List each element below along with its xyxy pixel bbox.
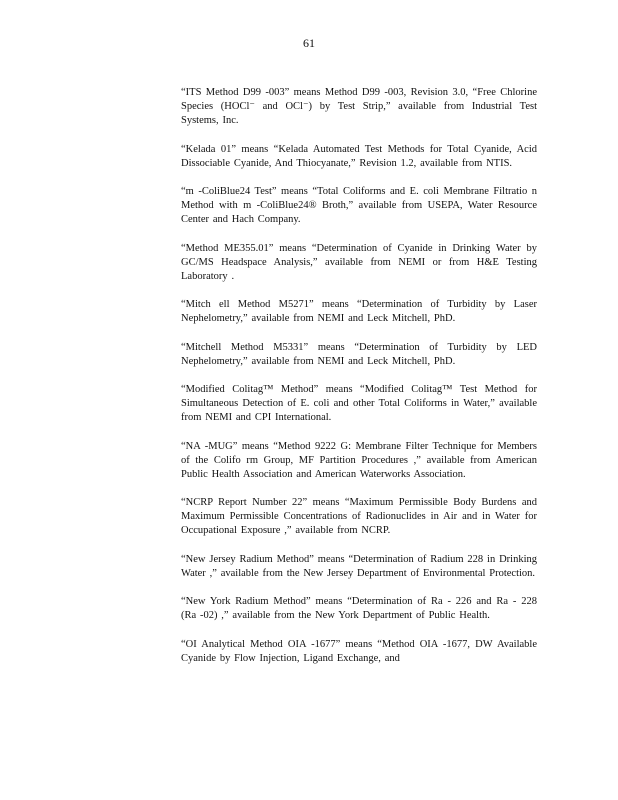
definition-new-jersey-radium-method: “New Jersey Radium Method” means “Determination of Radium 228 in Drinking Water ,” available from the New Jersey Department of Environmental Protection. bbox=[181, 553, 537, 579]
definition-modified-colitag-method: “Modified Colitag™ Method” means “Modified Colitag™ Test Method for Simultaneous Detection of E. coli and other Total Coliforms in Water,” available from NEMI and CPI International. bbox=[181, 384, 537, 423]
definitions-list bbox=[181, 86, 537, 680]
page-number: 61 bbox=[303, 36, 315, 50]
definition-na-mug: “NA -MUG” means “Method 9222 G: Membrane Filter Technique for Members of the Colifo rm Group, MF Partition Procedures ,” available from American Public Health Association and American Waterworks Association. bbox=[181, 440, 537, 480]
definition-m-coliblue24-test: “m -ColiBlue24 Test” means “Total Coliforms and E. coli Membrane Filtratio n Method with m -ColiBlue24® Broth,” available from USEPA, Water Resource Center and Hach Company. bbox=[181, 186, 537, 225]
definition-method-me355-01: “Method ME355.01” means “Determination of Cyanide in Drinking Water by GC/MS Headspace Analysis,” available from NEMI or from H&E Testing Laboratory . bbox=[181, 242, 537, 282]
definition-oi-analytical-method-oia-1677: “OI Analytical Method OIA -1677” means “Method OIA -1677, DW Available Cyanide by Flow Injection, Ligand Exchange, and bbox=[181, 638, 537, 664]
definition-new-york-radium-method: “New York Radium Method” means “Determination of Ra - 226 and Ra - 228 (Ra -02) ,” available from the New York Department of Public Health. bbox=[181, 596, 537, 621]
definition-mitchell-method-m5331: “Mitchell Method M5331” means “Determination of Turbidity by LED Nephelometry,” available from NEMI and Leck Mitchell, PhD. bbox=[181, 341, 537, 367]
definition-mitchell-method-m5271: “Mitch ell Method M5271” means “Determination of Turbidity by Laser Nephelometry,” available from NEMI and Leck Mitchell, PhD. bbox=[181, 299, 537, 324]
definition-kelada-01: “Kelada 01” means “Kelada Automated Test Methods for Total Cyanide, Acid Dissociable Cyanide, And Thiocyanate,” Revision 1.2, available from NTIS. bbox=[181, 143, 537, 169]
definition-ncrp-report-22: “NCRP Report Number 22” means “Maximum Permissible Body Burdens and Maximum Permissible Concentrations of Radionuclides in Air and in Water for Occupational Exposure ,” available from NCRP. bbox=[181, 497, 537, 536]
definition-its-method-d99-003: “ITS Method D99 -003” means Method D99 -003, Revision 3.0, “Free Chlorine Species (HOCl⁻ and OCl⁻) by Test Strip,” available from Industrial Test Systems, Inc. bbox=[181, 87, 537, 126]
